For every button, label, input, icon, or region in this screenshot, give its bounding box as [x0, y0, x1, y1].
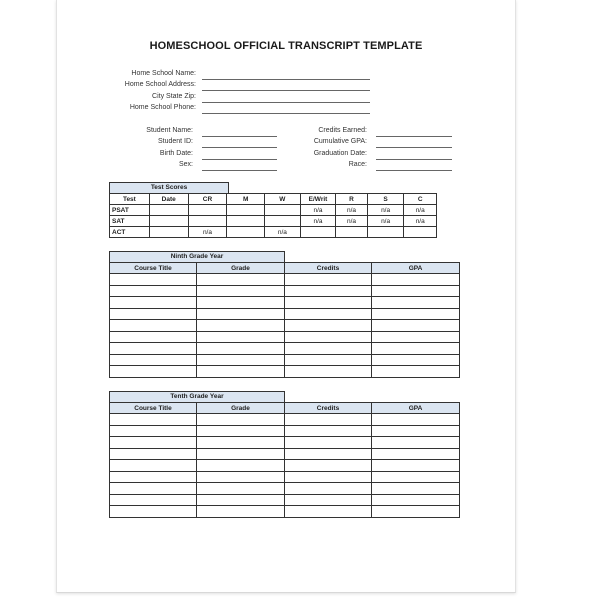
- score-cell[interactable]: [149, 227, 188, 238]
- grade-entry-cell[interactable]: [372, 331, 460, 343]
- grade-entry-cell[interactable]: [285, 297, 372, 309]
- grade-entry-cell[interactable]: [372, 448, 460, 460]
- grade-entry-cell[interactable]: [110, 331, 197, 343]
- grade-entry-cell[interactable]: [197, 471, 285, 483]
- test-name-cell: ACT: [110, 227, 150, 238]
- grade-entry-cell[interactable]: [285, 274, 372, 286]
- school-field-0-label: Home School Name:: [131, 70, 196, 77]
- grade-entry-cell[interactable]: [110, 308, 197, 320]
- grade-header-row: [110, 403, 460, 414]
- grade-entry-cell[interactable]: [197, 274, 285, 286]
- grade-col-header: Credits: [285, 403, 372, 414]
- test-name-cell: PSAT: [110, 205, 150, 216]
- table-row: [110, 437, 460, 449]
- grade-entry-cell[interactable]: [285, 366, 372, 378]
- grade-entry-cell[interactable]: [197, 297, 285, 309]
- student-right-1-input-line[interactable]: [376, 147, 452, 148]
- grade-entry-cell[interactable]: [372, 308, 460, 320]
- school-field-2-input-line[interactable]: [202, 102, 370, 103]
- grade-col-header: GPA: [372, 263, 460, 274]
- grade-entry-cell[interactable]: [197, 285, 285, 297]
- table-row: [110, 366, 460, 378]
- school-field-2-row: [57, 93, 196, 104]
- school-field-3-row: [57, 104, 196, 115]
- document-page: [56, 0, 516, 593]
- grade-entry-cell[interactable]: [372, 460, 460, 472]
- grade-entry-cell[interactable]: [110, 320, 197, 332]
- grade-col-header: Credits: [285, 263, 372, 274]
- student-right-3-input-line[interactable]: [376, 170, 452, 171]
- score-cell[interactable]: [367, 227, 404, 238]
- grade-entry-cell[interactable]: [110, 506, 197, 518]
- grade-entry-cell[interactable]: [372, 494, 460, 506]
- school-field-1-label: Home School Address:: [124, 81, 196, 89]
- grade-entry-cell[interactable]: [372, 285, 460, 297]
- score-cell[interactable]: [404, 227, 437, 238]
- grade-entry-cell[interactable]: [285, 448, 372, 460]
- school-field-2-label: City State Zip:: [152, 92, 196, 100]
- grade-entry-cell[interactable]: [110, 297, 197, 309]
- test-col-header: CR: [188, 194, 227, 205]
- grade-entry-cell[interactable]: [110, 343, 197, 355]
- grade-entry-cell[interactable]: [372, 274, 460, 286]
- score-cell[interactable]: [227, 205, 265, 216]
- grade-entry-cell[interactable]: [197, 460, 285, 472]
- grade-entry-cell[interactable]: [372, 320, 460, 332]
- grade-entry-cell[interactable]: [110, 274, 197, 286]
- test-col-header: Date: [149, 194, 188, 205]
- table-row: [110, 425, 460, 437]
- grade-entry-cell[interactable]: [197, 366, 285, 378]
- student-right-2-input-line[interactable]: [376, 159, 452, 160]
- student-left-3-label: Sex:: [178, 160, 193, 168]
- table-row: [110, 320, 460, 332]
- score-cell[interactable]: n/a: [404, 216, 437, 227]
- tenth-grade-header: Tenth Grade Year: [109, 391, 285, 403]
- grade-entry-cell[interactable]: [285, 506, 372, 518]
- table-row: [110, 414, 460, 426]
- grade-entry-cell[interactable]: [372, 354, 460, 366]
- grade-entry-cell[interactable]: [110, 483, 197, 495]
- score-cell[interactable]: [149, 216, 188, 227]
- student-right-2-row: [57, 150, 367, 161]
- score-cell[interactable]: n/a: [336, 216, 367, 227]
- table-row: [110, 227, 437, 238]
- grade-entry-cell[interactable]: [285, 494, 372, 506]
- student-right-1-row: [57, 138, 367, 149]
- student-right-3-label: Race:: [348, 160, 367, 168]
- grade-entry-cell[interactable]: [285, 354, 372, 366]
- grade-col-header: Grade: [197, 403, 285, 414]
- score-cell[interactable]: [336, 227, 367, 238]
- table-row: [110, 285, 460, 297]
- grade-entry-cell[interactable]: [110, 414, 197, 426]
- grade-entry-cell[interactable]: [197, 448, 285, 460]
- grade-entry-cell[interactable]: [110, 471, 197, 483]
- grade-entry-cell[interactable]: [285, 343, 372, 355]
- test-col-header: W: [265, 194, 301, 205]
- score-cell[interactable]: [265, 205, 301, 216]
- student-right-2-label: Graduation Date:: [313, 149, 367, 157]
- score-cell[interactable]: n/a: [367, 205, 404, 216]
- student-left-0-label: Student Name:: [146, 127, 193, 134]
- grade-entry-cell[interactable]: [110, 366, 197, 378]
- grade-entry-cell[interactable]: [285, 331, 372, 343]
- student-right-3-row: [57, 161, 367, 172]
- grade-entry-cell[interactable]: [197, 425, 285, 437]
- score-cell[interactable]: [265, 216, 301, 227]
- student-left-2-label: Birth Date:: [159, 149, 193, 157]
- school-field-0-input-line[interactable]: [202, 79, 370, 80]
- grade-entry-cell[interactable]: [110, 494, 197, 506]
- score-cell[interactable]: n/a: [300, 216, 336, 227]
- test-col-header: R: [336, 194, 367, 205]
- table-row: [110, 506, 460, 518]
- test-col-header: M: [227, 194, 265, 205]
- ninth-grade-header: Ninth Grade Year: [109, 251, 285, 263]
- grade-col-header: Course Title: [110, 263, 197, 274]
- table-row: [110, 448, 460, 460]
- grade-col-header: Grade: [197, 263, 285, 274]
- grade-entry-cell[interactable]: [372, 471, 460, 483]
- test-col-header: C: [404, 194, 437, 205]
- score-cell[interactable]: n/a: [265, 227, 301, 238]
- score-cell[interactable]: [149, 205, 188, 216]
- test-col-header: Test: [110, 194, 150, 205]
- grade-entry-cell[interactable]: [285, 471, 372, 483]
- score-cell[interactable]: n/a: [300, 205, 336, 216]
- page-title: HOMESCHOOL OFFICIAL TRANSCRIPT TEMPLATE: [149, 40, 423, 52]
- grade-entry-cell[interactable]: [197, 320, 285, 332]
- grade-entry-cell[interactable]: [110, 285, 197, 297]
- table-row: [110, 274, 460, 286]
- student-right-0-label: Credits Earned:: [318, 127, 367, 134]
- grade-entry-cell[interactable]: [110, 437, 197, 449]
- grade-entry-cell[interactable]: [372, 506, 460, 518]
- grade-entry-cell[interactable]: [285, 425, 372, 437]
- school-field-0-row: [57, 70, 196, 81]
- score-cell[interactable]: [300, 227, 336, 238]
- grade-entry-cell[interactable]: [372, 437, 460, 449]
- grade-entry-cell[interactable]: [372, 343, 460, 355]
- student-right-0-row: [57, 127, 367, 138]
- grade-entry-cell[interactable]: [110, 354, 197, 366]
- test-col-header: S: [367, 194, 404, 205]
- table-row: [110, 216, 437, 227]
- grade-entry-cell[interactable]: [197, 506, 285, 518]
- school-field-1-row: [57, 81, 196, 92]
- test-scores-table: [109, 193, 437, 238]
- grade-entry-cell[interactable]: [197, 483, 285, 495]
- grade-entry-cell[interactable]: [110, 448, 197, 460]
- grade-entry-cell[interactable]: [285, 308, 372, 320]
- grade-entry-cell[interactable]: [197, 494, 285, 506]
- school-field-3-input-line[interactable]: [202, 113, 370, 114]
- grade-header-row: [110, 263, 460, 274]
- table-row: [110, 205, 437, 216]
- test-name-cell: SAT: [110, 216, 150, 227]
- grade-entry-cell[interactable]: [372, 414, 460, 426]
- student-right-1-label: Cumulative GPA:: [313, 138, 367, 146]
- grade-entry-cell[interactable]: [372, 297, 460, 309]
- grade-entry-cell[interactable]: [285, 320, 372, 332]
- test-col-header: E/Writ: [300, 194, 336, 205]
- grade-entry-cell[interactable]: [285, 414, 372, 426]
- ninth-grade-table: [109, 262, 460, 378]
- test-header-row: [110, 194, 437, 205]
- tenth-grade-table: [109, 402, 460, 518]
- score-cell[interactable]: n/a: [404, 205, 437, 216]
- student-right-0-input-line[interactable]: [376, 136, 452, 137]
- score-cell[interactable]: [227, 216, 265, 227]
- table-row: [110, 297, 460, 309]
- grade-entry-cell[interactable]: [285, 437, 372, 449]
- table-row: [110, 308, 460, 320]
- grade-entry-cell[interactable]: [285, 460, 372, 472]
- grade-col-header: Course Title: [110, 403, 197, 414]
- table-row: [110, 483, 460, 495]
- grade-entry-cell[interactable]: [110, 425, 197, 437]
- grade-entry-cell[interactable]: [110, 460, 197, 472]
- table-row: [110, 460, 460, 472]
- grade-entry-cell[interactable]: [372, 483, 460, 495]
- grade-entry-cell[interactable]: [285, 285, 372, 297]
- table-row: [110, 343, 460, 355]
- student-left-1-label: Student ID:: [157, 138, 193, 146]
- grade-entry-cell[interactable]: [197, 437, 285, 449]
- table-row: [110, 354, 460, 366]
- grade-entry-cell[interactable]: [197, 354, 285, 366]
- test-scores-header: Test Scores: [109, 182, 229, 194]
- score-cell[interactable]: n/a: [336, 205, 367, 216]
- score-cell[interactable]: [227, 227, 265, 238]
- grade-entry-cell[interactable]: [197, 414, 285, 426]
- score-cell[interactable]: n/a: [188, 227, 227, 238]
- school-field-1-input-line[interactable]: [202, 90, 370, 91]
- score-cell[interactable]: [188, 216, 227, 227]
- grade-entry-cell[interactable]: [372, 366, 460, 378]
- table-row: [110, 471, 460, 483]
- school-field-3-label: Home School Phone:: [129, 103, 196, 111]
- grade-entry-cell[interactable]: [372, 425, 460, 437]
- table-row: [110, 331, 460, 343]
- grade-col-header: GPA: [372, 403, 460, 414]
- score-cell[interactable]: [188, 205, 227, 216]
- grade-entry-cell[interactable]: [197, 331, 285, 343]
- grade-entry-cell[interactable]: [197, 343, 285, 355]
- table-row: [110, 494, 460, 506]
- score-cell[interactable]: n/a: [367, 216, 404, 227]
- grade-entry-cell[interactable]: [197, 308, 285, 320]
- grade-entry-cell[interactable]: [285, 483, 372, 495]
